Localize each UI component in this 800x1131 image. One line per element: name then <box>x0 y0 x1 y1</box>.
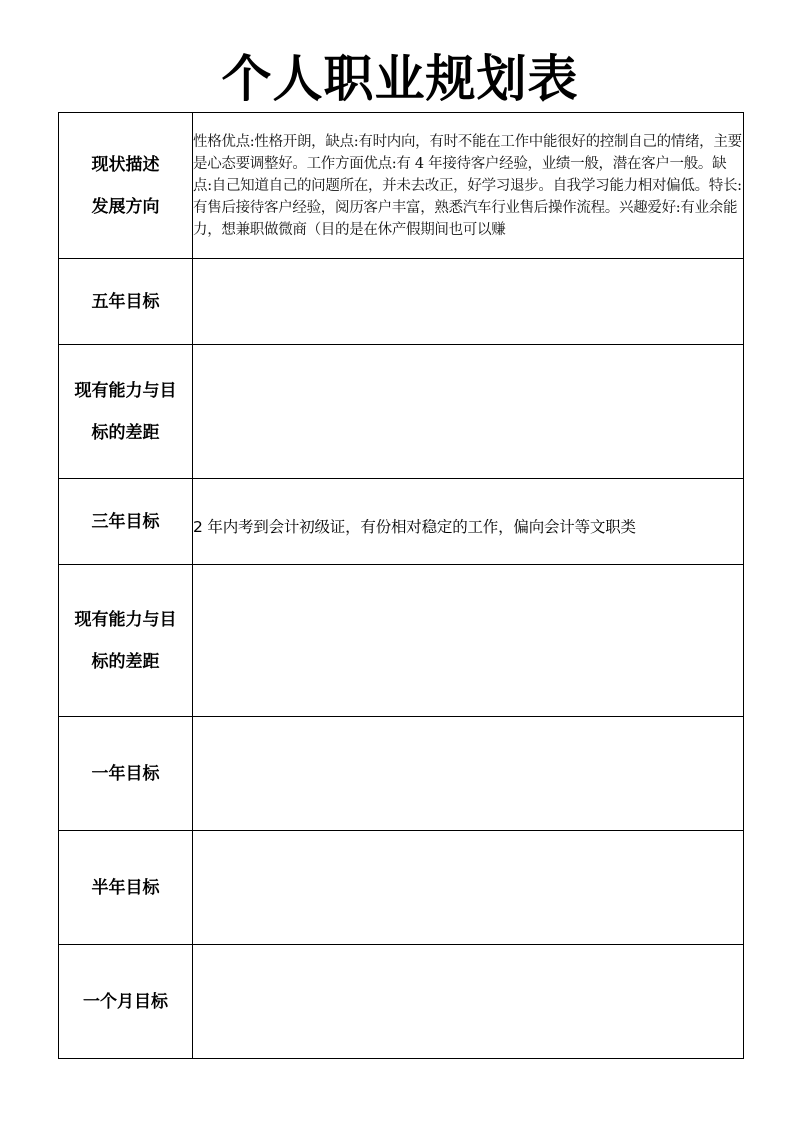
row-label-three-year <box>59 479 193 565</box>
row-label-one-month <box>59 945 193 1059</box>
row-label-line: 标的差距 <box>91 651 160 672</box>
table-row <box>59 113 744 259</box>
row-label-line: 标的差距 <box>91 422 160 443</box>
row-label-line: 一年目标 <box>91 763 160 784</box>
table-row <box>59 945 744 1059</box>
row-label-gap-three-year <box>59 565 193 717</box>
table-row <box>59 259 744 345</box>
row-content-five-year[interactable] <box>193 259 744 345</box>
row-label-line: 现状描述 <box>91 154 160 175</box>
table-row <box>59 717 744 831</box>
row-content-gap-three-year[interactable] <box>193 565 744 717</box>
row-content-current-status[interactable] <box>193 113 744 259</box>
row-label-one-year <box>59 717 193 831</box>
row-label-line: 五年目标 <box>91 291 160 312</box>
table-row <box>59 831 744 945</box>
table-row <box>59 565 744 717</box>
row-label-line: 三年目标 <box>91 511 160 532</box>
row-content-one-year[interactable] <box>193 717 744 831</box>
row-label-gap-five-year <box>59 345 193 479</box>
row-label-line: 现有能力与目 <box>74 380 177 401</box>
table-row <box>59 345 744 479</box>
row-label-current-status <box>59 113 193 259</box>
row-label-line: 半年目标 <box>91 877 160 898</box>
table-row <box>59 479 744 565</box>
row-content-half-year[interactable] <box>193 831 744 945</box>
page-title: 个人职业规划表 <box>221 49 579 108</box>
row-content-one-month[interactable] <box>193 945 744 1059</box>
row-label-half-year <box>59 831 193 945</box>
row-label-line: 一个月目标 <box>83 991 168 1012</box>
row-label-line: 现有能力与目 <box>74 609 177 630</box>
row-label-line: 发展方向 <box>91 196 160 217</box>
row-content-gap-five-year[interactable] <box>193 345 744 479</box>
row-label-five-year <box>59 259 193 345</box>
row-content-three-year[interactable] <box>193 479 744 565</box>
three-year-goal: 2 年内考到会计初级证，有份相对稳定的工作，偏向会计等文职类 <box>193 517 636 536</box>
status-description: 性格优点:性格开朗，缺点:有时内向，有时不能在工作中能很好的控制自己的情绪，主要是心态要调整好。工作方面优点:有 4 年接待客户经验，业绩一般，潜在客户一般。缺点:自己知道自己的问题所在，并未去改正，好学习退步。自我学习能力相对偏低。特长:有售后接待客户经验，阅历客户丰富，熟悉汽车行业售后操作流程。兴趣爱好:有业余能力，想兼职做微商（目的是在休产假期间也可以赚 <box>193 133 742 238</box>
career-plan-table <box>58 112 744 1059</box>
